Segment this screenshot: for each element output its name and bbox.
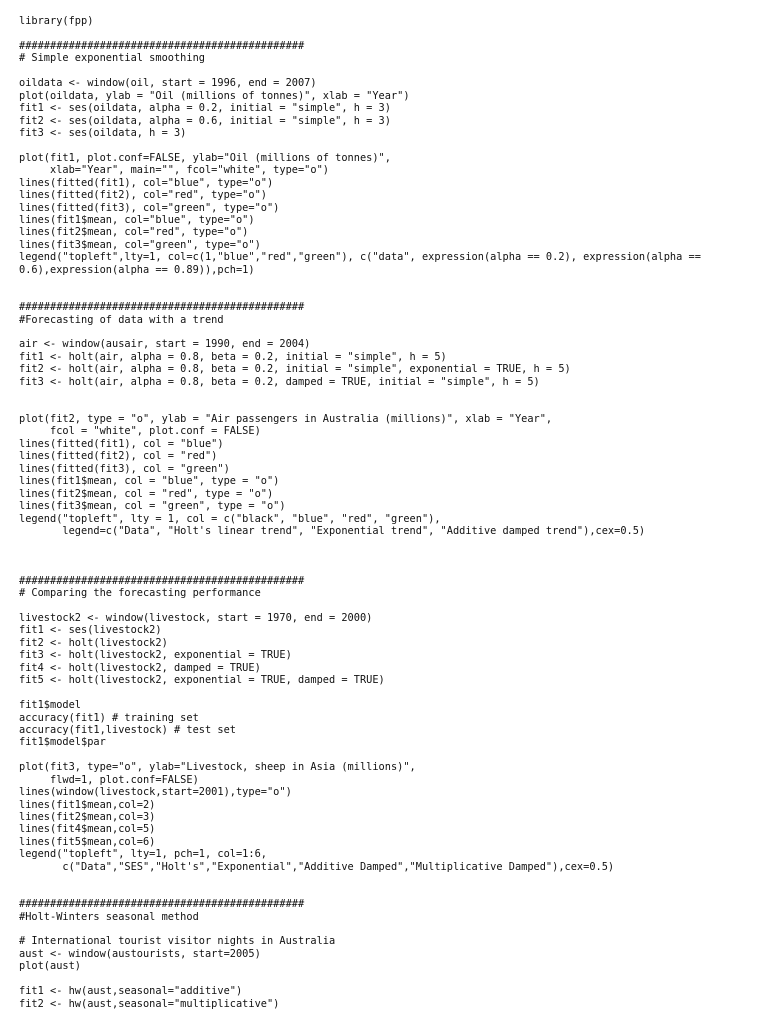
code-line: lines(fit3$mean, col = "green", type = "o") [19, 500, 286, 513]
code-line: plot(aust) [19, 960, 81, 973]
code-line [19, 973, 759, 985]
code-line: plot(fit2, type = "o", ylab = "Air passengers in Australia (millions)", xlab = "Year", [19, 413, 553, 425]
code-line: lines(fitted(fit2), col="red", type="o") [19, 189, 267, 202]
code-line: #Forecasting of data with a trend [19, 313, 224, 326]
code-line: library(fpp) [19, 15, 94, 27]
code-line: lines(fitted(fit1), col = "blue") [19, 437, 224, 450]
code-line: legend("topleft", lty=1, pch=1, col=1:6, [19, 848, 267, 861]
code-line [19, 276, 759, 288]
code-line: fit2 <- holt(air, alpha = 0.8, beta = 0.2, initial = "simple", exponential = TRUE, h = 5) [19, 363, 571, 376]
code-line: fit1 <- hw(aust,seasonal="additive") [19, 985, 243, 998]
code-line: ############################################## [19, 574, 305, 587]
code-line: lines(window(livestock,start=2001),type="o") [19, 786, 292, 799]
code-line [19, 600, 759, 612]
code-line: fit1$model [19, 699, 81, 712]
code-line: lines(fit1$mean, col = "blue", type = "o") [19, 475, 280, 488]
code-line: lines(fitted(fit2), col = "red") [19, 450, 218, 463]
code-line [19, 873, 759, 885]
code-line: livestock2 <- window(livestock, start = 1970, end = 2000) [19, 612, 373, 624]
code-line: legend("topleft", lty = 1, col = c("black", "blue", "red", "green"), [19, 512, 441, 525]
code-line [19, 27, 759, 39]
code-line: lines(fit2$mean, col = "red", type = "o") [19, 487, 274, 500]
code-line: lines(fit4$mean,col=5) [19, 823, 156, 836]
code-line: plot(oildata, ylab = "Oil (millions of tonnes)", xlab = "Year") [19, 89, 410, 102]
code-line: fit3 <- holt(air, alpha = 0.8, beta = 0.2, damped = TRUE, initial = "simple", h = 5) [19, 375, 540, 388]
code-line: ############################################## [19, 898, 305, 911]
code-line [19, 326, 759, 338]
code-line [19, 65, 759, 77]
code-line: lines(fit1$mean,col=2) [19, 798, 156, 811]
code-line: fit3 <- ses(oildata, h = 3) [19, 126, 187, 139]
code-line: xlab="Year", main="", fcol="white", type="o") [19, 164, 329, 177]
code-line: fit2 <- holt(livestock2) [19, 636, 168, 649]
code-line: fit3 <- holt(livestock2, exponential = TRUE) [19, 649, 292, 662]
code-line: lines(fitted(fit3), col="green", type="o") [19, 201, 280, 214]
code-line: air <- window(ausair, start = 1990, end = 2004) [19, 338, 311, 351]
code-line: fit2 <- ses(oildata, alpha = 0.6, initial = "simple", h = 3) [19, 114, 391, 127]
code-line: fcol = "white", plot.conf = FALSE) [19, 425, 261, 438]
code-line: accuracy(fit1,livestock) # test set [19, 723, 236, 736]
code-line [19, 139, 759, 151]
code-line: lines(fit2$mean,col=3) [19, 811, 156, 823]
code-line: lines(fit1$mean, col="blue", type="o") [19, 214, 255, 226]
code-line: fit2 <- hw(aust,seasonal="multiplicative") [19, 997, 280, 1010]
code-line [19, 550, 759, 562]
code-line [19, 537, 759, 549]
code-line: lines(fitted(fit1), col="blue", type="o") [19, 176, 274, 189]
code-line: lines(fit2$mean, col="red", type="o") [19, 226, 249, 239]
code-line: accuracy(fit1) # training set [19, 711, 199, 724]
code-line: c("Data","SES","Holt's","Exponential","Additive Damped","Multiplicative Damped"),cex=0.5) [19, 860, 615, 873]
code-line [19, 401, 759, 413]
code-line [19, 923, 759, 935]
code-line: lines(fit3$mean, col="green", type="o") [19, 238, 261, 251]
code-line: 0.6),expression(alpha == 0.89)),pch=1) [19, 263, 255, 276]
code-line: ############################################## [19, 301, 305, 314]
code-line: legend("topleft",lty=1, col=c(1,"blue","red","green"), c("data", expression(alpha == 0.2), expression(alpha == [19, 251, 701, 264]
code-line [19, 562, 759, 574]
code-line: fit1 <- holt(air, alpha = 0.8, beta = 0.2, initial = "simple", h = 5) [19, 350, 447, 363]
code-line: # International tourist visitor nights in Australia [19, 935, 336, 948]
code-line: fit1 <- ses(livestock2) [19, 624, 162, 637]
code-line: # Simple exponential smoothing [19, 52, 205, 65]
code-line: aust <- window(austourists, start=2005) [19, 947, 261, 960]
r-code-block [19, 15, 759, 1010]
code-line: #Holt-Winters seasonal method [19, 910, 199, 923]
code-line: legend=c("Data", "Holt's linear trend", "Exponential trend", "Additive damped trend"),cex=0.5) [19, 524, 646, 537]
code-line [19, 687, 759, 699]
code-line: plot(fit3, type="o", ylab="Livestock, sheep in Asia (millions)", [19, 761, 416, 774]
code-line [19, 886, 759, 898]
code-line: # Comparing the forecasting performance [19, 587, 261, 600]
code-line: lines(fit5$mean,col=6) [19, 835, 156, 848]
code-line: lines(fitted(fit3), col = "green") [19, 462, 230, 475]
code-line: ############################################## [19, 39, 305, 52]
code-line: fit5 <- holt(livestock2, exponential = TRUE, damped = TRUE) [19, 674, 385, 687]
code-line: fit1$model$par [19, 736, 106, 749]
code-line [19, 749, 759, 761]
code-line: fit4 <- holt(livestock2, damped = TRUE) [19, 661, 261, 674]
code-line: oildata <- window(oil, start = 1996, end = 2007) [19, 77, 317, 90]
code-line [19, 289, 759, 301]
code-line: plot(fit1, plot.conf=FALSE, ylab="Oil (millions of tonnes)", [19, 151, 391, 164]
code-line: flwd=1, plot.conf=FALSE) [19, 773, 199, 786]
code-line: fit1 <- ses(oildata, alpha = 0.2, initial = "simple", h = 3) [19, 102, 391, 115]
code-line [19, 388, 759, 400]
